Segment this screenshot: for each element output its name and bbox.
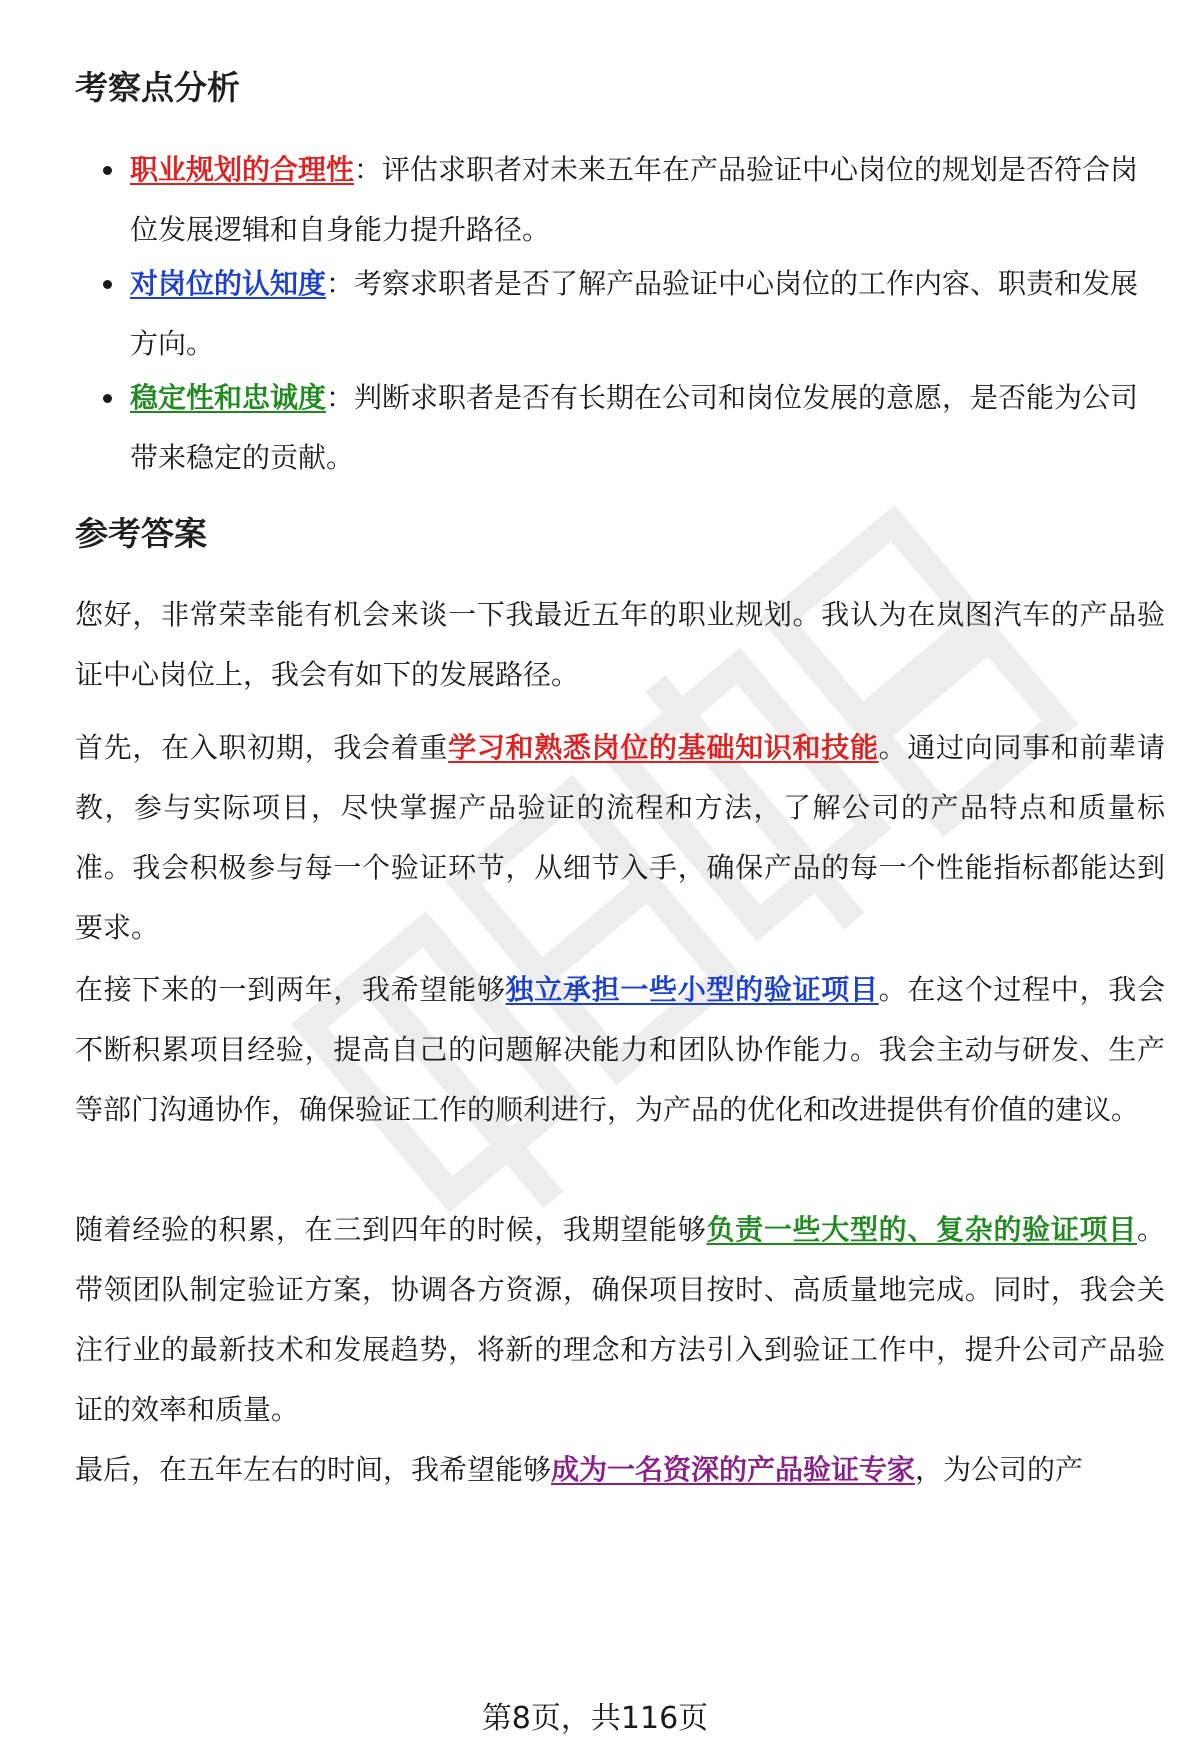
highlight-senior-expert: 成为一名资深的产品验证专家 xyxy=(551,1453,916,1486)
bullet-icon xyxy=(103,280,112,289)
highlight-small-projects: 独立承担一些小型的验证项目 xyxy=(505,973,879,1006)
term-role-awareness: 对岗位的认知度 xyxy=(130,267,327,300)
paragraph-text: ，为公司的产 xyxy=(915,1453,1084,1486)
section-title-answer: 参考答案 xyxy=(75,514,207,553)
paragraph-text: 最后，在五年左右的时间，我希望能够 xyxy=(75,1453,552,1486)
highlight-learn-basics: 学习和熟悉岗位的基础知识和技能 xyxy=(448,731,879,764)
answer-paragraph-5 xyxy=(75,1440,1165,1500)
term-career-planning: 职业规划的合理性 xyxy=(130,153,355,186)
list-item-text: ：判断求职者是否有长期在公司和岗位发展的意愿，是否能为公司带来稳定的贡献。 xyxy=(130,381,1139,474)
section-title-analysis: 考察点分析 xyxy=(75,68,240,107)
paragraph-text: 。在这个过程中，我会不断积累项目经验，提高自己的问题解决能力和团队协作能力。我会主动与研发、生产等部门沟通协作，确保验证工作的顺利进行，为产品的优化和改进提供有价值的建议。 xyxy=(75,973,1165,1126)
bullet-icon xyxy=(103,166,112,175)
list-item xyxy=(75,368,1165,488)
answer-paragraph-4 xyxy=(75,1200,1165,1440)
analysis-list xyxy=(75,140,1165,488)
answer-paragraph-1: 您好，非常荣幸能有机会来谈一下我最近五年的职业规划。我认为在岚图汽车的产品验证中心岗位上，我会有如下的发展路径。 xyxy=(75,598,1165,691)
paragraph-text: 在接下来的一到两年，我希望能够 xyxy=(75,973,506,1006)
answer-paragraph-2 xyxy=(75,718,1165,958)
paragraph-text: 首先，在入职初期，我会着重 xyxy=(75,731,449,764)
paragraph-text: 。通过向同事和前辈请教，参与实际项目，尽快掌握产品验证的流程和方法，了解公司的产品特点和质量标准。我会积极参与每一个验证环节，从细节入手，确保产品的每一个性能指标都能达到要求。 xyxy=(75,731,1165,944)
list-item xyxy=(75,254,1165,374)
paragraph-text: 。带领团队制定验证方案，协调各方资源，确保项目按时、高质量地完成。同时，我会关注行业的最新技术和发展趋势，将新的理念和方法引入到验证工作中，提升公司产品验证的效率和质量。 xyxy=(75,1213,1165,1426)
list-item xyxy=(75,140,1165,260)
page-number-footer: 第8页，共116页 xyxy=(481,1701,709,1736)
bullet-icon xyxy=(103,394,112,403)
paragraph-text: 随着经验的积累，在三到四年的时候，我期望能够 xyxy=(75,1213,707,1246)
list-item-text: ：考察求职者是否了解产品验证中心岗位的工作内容、职责和发展方向。 xyxy=(130,267,1139,360)
highlight-large-projects: 负责一些大型的、复杂的验证项目 xyxy=(706,1213,1137,1246)
term-stability-loyalty: 稳定性和忠诚度 xyxy=(130,381,327,414)
answer-paragraph-3 xyxy=(75,960,1165,1140)
list-item-text: ：评估求职者对未来五年在产品验证中心岗位的规划是否符合岗位发展逻辑和自身能力提升路径。 xyxy=(130,153,1139,246)
